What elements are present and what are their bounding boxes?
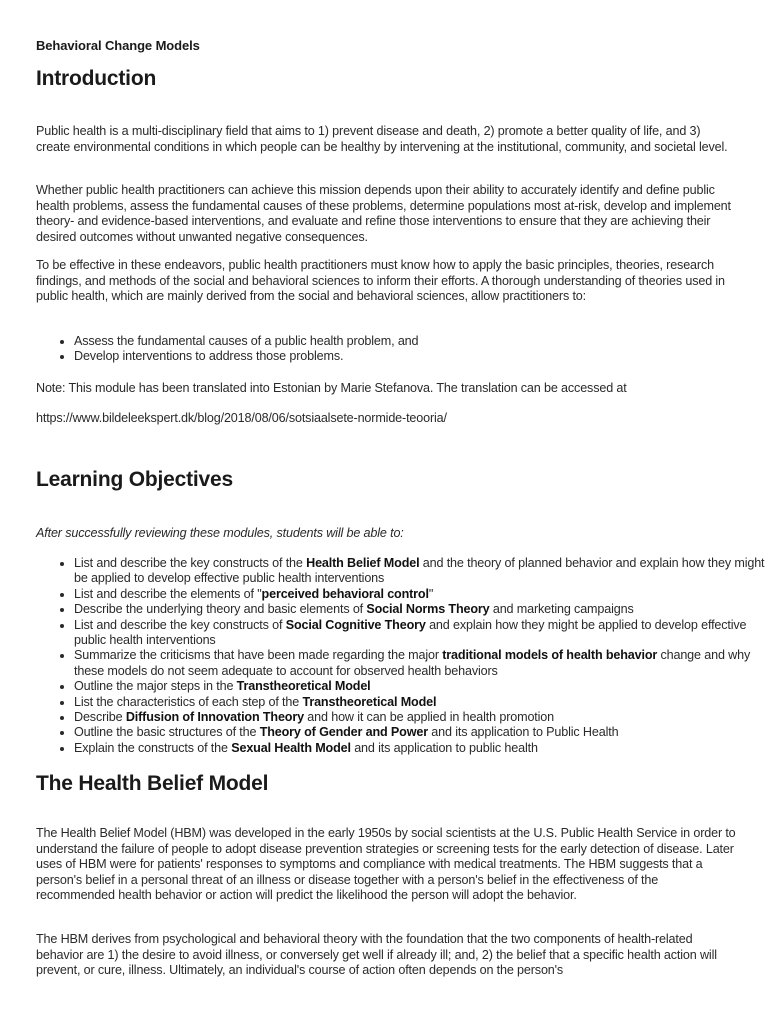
objective-item: • Describe the underlying theory and basic elements of Social Norms Theory and marketing campaigns bbox=[74, 602, 768, 617]
intro-paragraph-2: Whether public health practitioners can achieve this mission depends upon their ability to accurately identify and define public health problems, assess the fundamental causes of these problems, determine populations most at-risk, develop and implement theory- and evidence-based interventions, and evaluate and refine those interventions to ensure that they are achieving their desired outcomes without unwanted negative consequences. bbox=[36, 183, 731, 244]
list-item: • Develop interventions to address those problems. bbox=[74, 349, 768, 364]
list-item: • Assess the fundamental causes of a public health problem, and bbox=[74, 334, 768, 349]
objective-item: • Describe Diffusion of Innovation Theory and how it can be applied in health promotion bbox=[74, 710, 768, 725]
heading-learning-objectives: Learning Objectives bbox=[36, 468, 233, 491]
hbm-paragraph-2: The HBM derives from psychological and behavioral theory with the foundation that the two components of health-related behavior are 1) the desire to avoid illness, or conversely get well if already ill; and, 2) the belief that a specific health action will prevent, or cure, illness. Ultimately, an individual's course of action often depends on the person's bbox=[36, 932, 717, 978]
translation-note: Note: This module has been translated into Estonian by Marie Stefanova. The translation can be accessed at bbox=[36, 381, 627, 395]
heading-introduction: Introduction bbox=[36, 67, 157, 90]
objective-item: • Outline the basic structures of the Theory of Gender and Power and its application to Public Health bbox=[74, 725, 768, 740]
intro-paragraph-3: To be effective in these endeavors, public health practitioners must know how to apply the basic principles, theories, research findings, and methods of the social and behavioral sciences to inform their efforts. A thorough understanding of theories used in public health, which are mainly derived from the social and behavioral sciences, allow practitioners to: bbox=[36, 258, 725, 304]
objectives-list bbox=[36, 556, 768, 756]
document-title: Behavioral Change Models bbox=[36, 38, 200, 53]
objective-item: • Summarize the criticisms that have been made regarding the major traditional models of health behavior change and why these models do not seem adequate to account for observed health behaviors bbox=[74, 648, 768, 679]
objective-item: • List and describe the elements of "perceived behavioral control" bbox=[74, 587, 768, 602]
translation-url: https://www.bildeleekspert.dk/blog/2018/08/06/sotsiaalsete-normide-teooria/ bbox=[36, 411, 447, 425]
heading-health-belief-model: The Health Belief Model bbox=[36, 772, 269, 795]
objective-item: • Explain the constructs of the Sexual Health Model and its application to public health bbox=[74, 741, 768, 756]
objective-item: • List the characteristics of each step of the Transtheoretical Model bbox=[74, 695, 768, 710]
objectives-lead: After successfully reviewing these modules, students will be able to: bbox=[36, 526, 404, 540]
objective-item: • Outline the major steps in the Transtheoretical Model bbox=[74, 679, 768, 694]
intro-paragraph-1: Public health is a multi-disciplinary field that aims to 1) prevent disease and death, 2) promote a better quality of life, and 3) create environmental conditions in which people can be healthy by intervening at the institutional, community, and societal level. bbox=[36, 124, 728, 154]
objective-item: • List and describe the key constructs of Social Cognitive Theory and explain how they might be applied to develop effective public health interventions bbox=[74, 618, 768, 649]
hbm-paragraph-1: The Health Belief Model (HBM) was developed in the early 1950s by social scientists at the U.S. Public Health Service in order to understand the failure of people to adopt disease prevention strategies or screening tests for the early detection of disease. Later uses of HBM were for patients' responses to symptoms and compliance with medical treatments. The HBM suggests that a person's belief in a personal threat of an illness or disease together with a person's belief in the effectiveness of the recommended health behavior or action will predict the likelihood the person will adopt the behavior. bbox=[36, 826, 736, 903]
intro-bullet-list bbox=[36, 334, 768, 365]
objective-item: • List and describe the key constructs of the Health Belief Model and the theory of planned behavior and explain how they might be applied to develop effective public health interventions bbox=[74, 556, 768, 587]
